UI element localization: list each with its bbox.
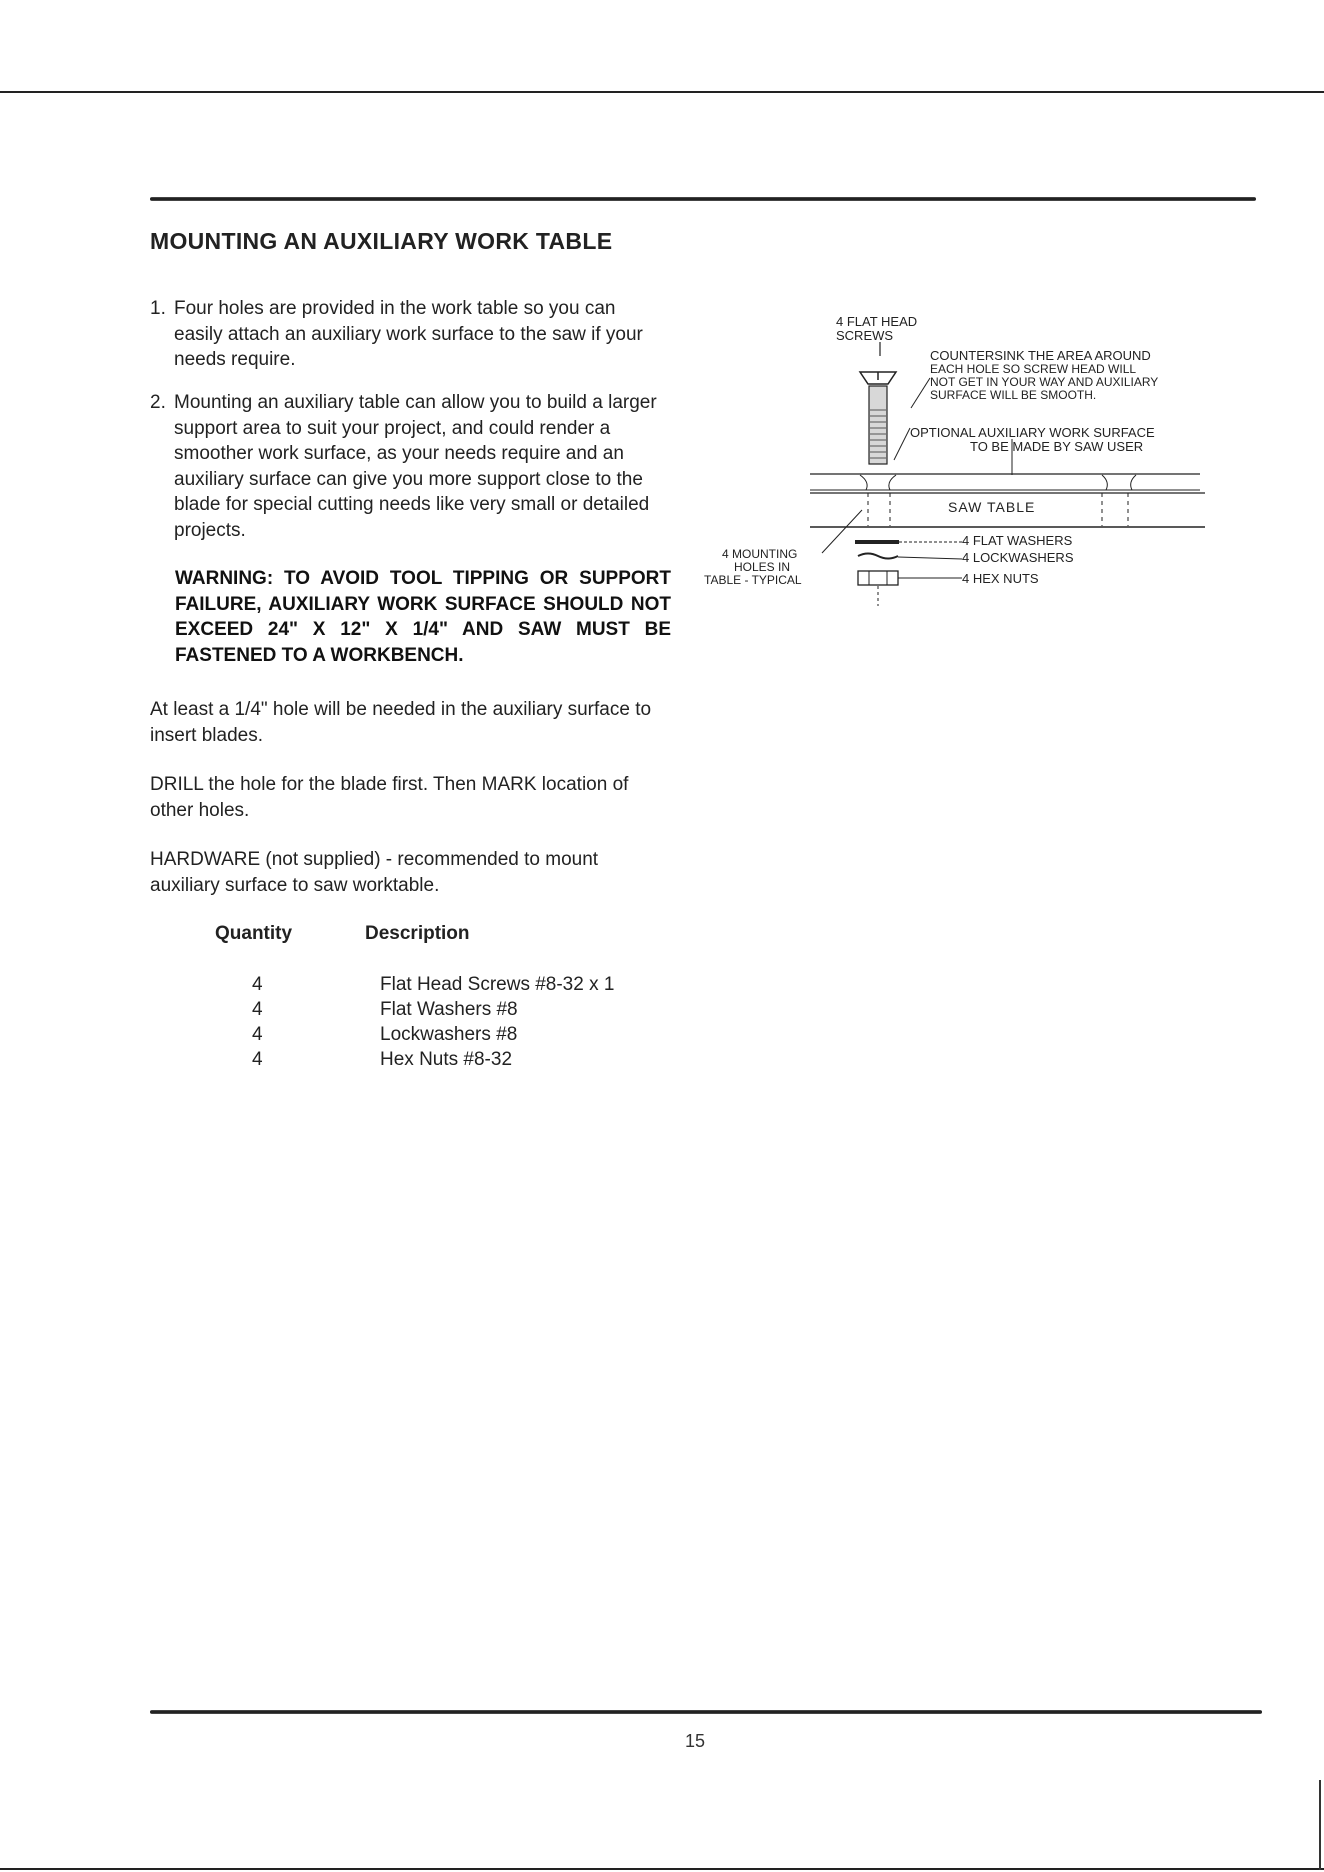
page-border-top: [0, 91, 1324, 93]
quantity-column-header: Quantity: [215, 923, 293, 944]
mounting-holes-line-2: HOLES IN: [734, 560, 791, 574]
flat-head-screw-icon: [860, 372, 896, 464]
saw-table-label: SAW TABLE: [948, 499, 1036, 515]
mounting-holes-line-1: 4 MOUNTING: [722, 547, 798, 561]
step-text: Four holes are provided in the work table so you can easily attach an auxiliary work surface to the saw if your needs require.: [174, 298, 643, 370]
flat-washer-icon: [855, 540, 962, 544]
countersink-line-1: COUNTERSINK THE AREA AROUND: [930, 348, 1151, 363]
hardware-description: Flat Washers #8: [380, 999, 518, 1020]
warning-text: WARNING: TO AVOID TOOL TIPPING OR SUPPORT FAILURE, AUXILIARY WORK SURFACE SHOULD NOT EXCEED 24" X 12" X 1/4" AND SAW MUST BE FASTENED TO A WORKBENCH.: [175, 568, 671, 666]
screws-label: SCREWS: [836, 328, 894, 343]
hex-nut-icon: [858, 571, 962, 606]
countersink-leader-line: [911, 378, 930, 408]
page-border-bottom: [0, 1868, 1324, 1870]
lockwashers-label: 4 LOCKWASHERS: [962, 550, 1074, 565]
description-column-header: Description: [365, 923, 470, 944]
hardware-row: [0, 974, 700, 999]
hardware-row: [0, 999, 700, 1024]
countersink-line-4: SURFACE WILL BE SMOOTH.: [930, 388, 1097, 402]
hardware-quantity: 4: [252, 1024, 263, 1045]
page-border-right: [1319, 1780, 1321, 1870]
drill-note: DRILL the hole for the blade first. Then MARK location of other holes.: [150, 774, 629, 821]
hole-note: At least a 1/4" hole will be needed in the auxiliary surface to insert blades.: [150, 699, 652, 746]
countersink-line-3: NOT GET IN YOUR WAY AND AUXILIARY: [930, 375, 1159, 389]
step-text: Mounting an auxiliary table can allow you to build a larger support area to suit your project, and could render a smoother work surface, as your needs require and an auxiliary surface can give you more support close to the blade for special cutting needs like very small or detailed projects.: [174, 392, 657, 541]
lockwasher-icon: [858, 554, 962, 560]
step-2: [150, 390, 668, 543]
hardware-row: [0, 1024, 700, 1049]
hardware-row: [0, 1049, 700, 1074]
flat-head-label: 4 FLAT HEAD: [836, 314, 918, 329]
optional-leader-line: [894, 428, 910, 460]
hex-nuts-label: 4 HEX NUTS: [962, 571, 1039, 586]
hardware-description: Hex Nuts #8-32: [380, 1049, 513, 1070]
footer-rule: [150, 1710, 1262, 1714]
auxiliary-surface-shape: [810, 474, 1200, 490]
hardware-note: HARDWARE (not supplied) - recommended to mount auxiliary surface to saw worktable.: [150, 849, 599, 896]
step-1: [150, 296, 668, 373]
optional-surface-line-2: TO BE MADE BY SAW USER: [970, 439, 1144, 454]
countersink-line-2: EACH HOLE SO SCREW HEAD WILL: [930, 362, 1137, 376]
header-rule: [150, 197, 1256, 201]
hardware-quantity: 4: [252, 999, 263, 1020]
mounting-holes-leader-line: [822, 510, 862, 553]
hardware-description: Lockwashers #8: [380, 1024, 518, 1045]
hardware-quantity: 4: [252, 1049, 263, 1070]
hardware-quantity: 4: [252, 974, 263, 995]
step-number: 1.: [150, 298, 166, 319]
mounting-holes-line-3: TABLE - TYPICAL: [704, 573, 802, 587]
page-title: MOUNTING AN AUXILIARY WORK TABLE: [150, 228, 613, 254]
hardware-description: Flat Head Screws #8-32 x 1: [380, 974, 615, 995]
page-number: 15: [684, 1731, 706, 1751]
mounting-diagram: [700, 300, 1280, 620]
step-number: 2.: [150, 392, 166, 413]
flat-washers-label: 4 FLAT WASHERS: [962, 533, 1073, 548]
optional-surface-line-1: OPTIONAL AUXILIARY WORK SURFACE: [910, 425, 1155, 440]
